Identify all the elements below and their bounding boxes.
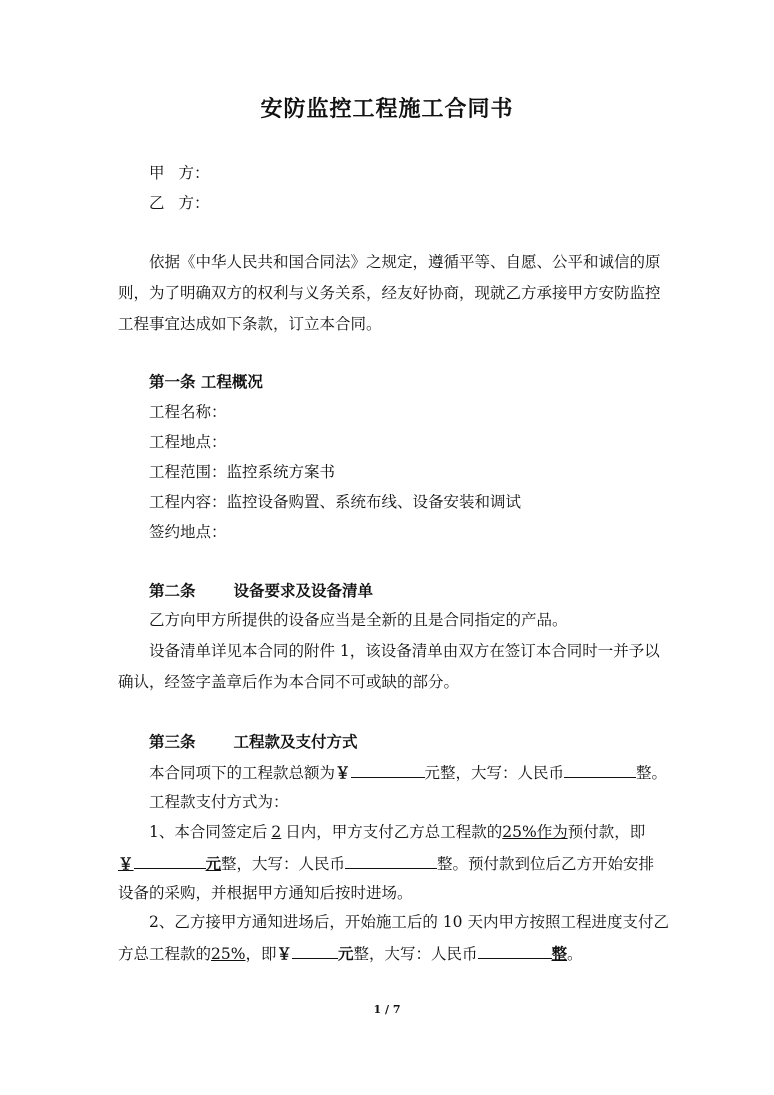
total-words-blank [564,761,636,778]
article-2-number: 第二条 [149,581,196,600]
p2-amount-blank [292,942,338,959]
party-a-suffix: 方： [178,164,210,182]
project-content-line: 工程内容：监控设备购置、系统布线、设备安装和调试 [149,493,522,511]
total-mid: 元整，大写：人民币 [424,764,565,782]
preamble-line-1: 依据《中华人民共和国合同法》之规定，遵循平等、自愿、公平和诚信的原 [149,253,661,271]
p1-yen: ￥ [118,854,134,873]
p2-yen: ￥ [276,944,292,963]
p2-zheng: 整 [551,944,568,963]
party-a-label: 甲 [149,164,165,182]
p1-text-d: 整，大写：人民币 [221,855,346,873]
article-1-heading [149,371,263,393]
article-2-line-1: 乙方向甲方所提供的设备应当是全新的且是合同指定的产品。 [149,611,568,629]
p1-percent: 25%作为 [502,823,568,841]
p2-words-blank [478,942,552,959]
p2-text-c: ，即 [245,945,277,963]
party-b-label: 乙 [149,194,165,212]
article-1-number: 第一条 [149,372,196,391]
page-number: 1 / 7 [373,1003,401,1016]
project-name-line: 工程名称： [149,403,227,421]
p1-yuan: 元 [205,854,222,873]
p2-percent: 25% [211,945,246,963]
payment-1-line-1 [149,821,645,843]
article-2-title: 设备要求及设备清单 [233,581,374,600]
payment-2-line-2 [118,942,583,965]
article-1-title: 工程概况 [200,372,263,391]
article-2-heading [149,580,373,602]
signing-location-line: 签约地点： [149,523,227,541]
p1-text-c: 预付款，即 [567,823,646,841]
article-3-title: 工程款及支付方式 [233,732,358,751]
payment-1-line-2 [118,852,654,875]
party-b-line [149,192,210,214]
p2-yuan: 元 [338,944,354,963]
project-scope-line: 工程范围：监控系统方案书 [149,463,336,481]
document-title: 安防监控工程施工合同书 [260,96,514,122]
article-2-line-3: 确认，经签字盖章后作为本合同不可或缺的部分。 [118,673,460,691]
yen-symbol: ￥ [335,763,351,782]
payment-2-line-1: 2、乙方接甲方通知进场后，开始施工后的 10 天内甲方按照工程进度支付乙 [149,913,669,931]
article-3-number: 第三条 [149,732,196,751]
payment-methods-line: 工程款支付方式为： [149,793,289,811]
party-a-line [149,162,210,184]
p2-text-d: 整，大写：人民币 [353,945,478,963]
p1-text-b: 日内，甲方支付乙方总工程款的 [285,823,503,841]
total-prefix: 本合同项下的工程款总额为 [149,764,336,782]
preamble-line-3: 工程事宜达成如下条款，订立本合同。 [118,315,382,333]
p1-words-blank [345,852,437,869]
party-b-suffix: 方： [178,194,210,212]
p1-text-e: 整。预付款到位后乙方开始安排 [437,855,655,873]
article-3-heading [149,731,358,753]
total-amount-blank [351,761,425,778]
preamble-line-2: 则，为了明确双方的权利与义务关系，经友好协商，现就乙方承接甲方安防监控 [118,284,661,302]
p2-text-b: 方总工程款的 [118,945,212,963]
p1-amount-blank [134,852,206,869]
payment-1-line-3: 设备的采购，并根据甲方通知后按时进场。 [118,884,413,902]
total-end: 整。 [636,764,668,782]
article-2-line-2: 设备清单详见本合同的附件 1，该设备清单由双方在签订本合同时一并予以 [149,642,660,660]
project-location-line: 工程地点： [149,433,227,451]
p1-days: 2 [271,823,282,841]
total-amount-line [149,761,667,784]
p1-text-a: 1、本合同签定后 [149,823,268,841]
p2-end: 。 [567,945,583,963]
